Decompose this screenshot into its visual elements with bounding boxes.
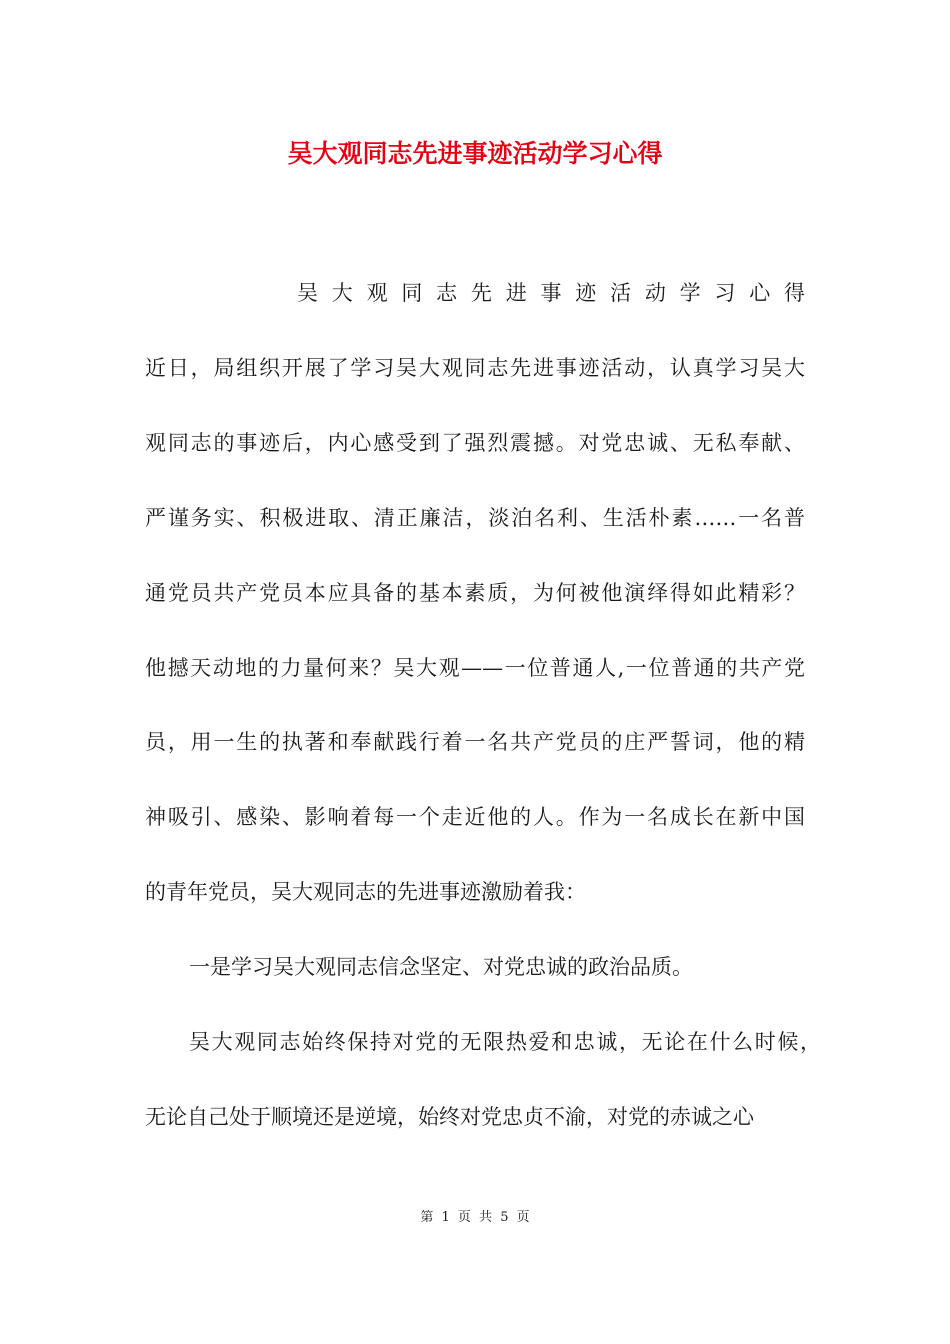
body-line: 观同志的事迹后，内心感受到了强烈震撼。对党忠诚、无私奉献、 bbox=[145, 431, 805, 455]
body-line: 通党员共产党员本应具备的基本素质，为何被他演绎得如此精彩？ bbox=[145, 581, 805, 605]
body-line: 神吸引、感染、影响着每一个走近他的人。作为一名成长在新中国 bbox=[145, 805, 805, 829]
body-line: 他撼天动地的力量何来？吴大观——一位普通人,一位普通的共产党 bbox=[145, 656, 805, 680]
body-line: 近日，局组织开展了学习吴大观同志先进事迹活动，认真学习吴大 bbox=[145, 356, 805, 380]
page-number-footer: 第 1 页 共 5 页 bbox=[420, 1210, 530, 1225]
body-line: 的青年党员，吴大观同志的先进事迹激励着我： bbox=[145, 880, 586, 904]
section-heading: 一是学习吴大观同志信念坚定、对党忠诚的政治品质。 bbox=[189, 955, 693, 979]
body-line: 吴大观同志始终保持对党的无限热爱和忠诚，无论在什么时候， bbox=[189, 1030, 821, 1054]
body-line: 员，用一生的执著和奉献践行着一名共产党员的庄严誓词，他的精 bbox=[145, 730, 805, 754]
body-line-subtitle: 吴大观同志先进事迹活动学习心得 bbox=[297, 281, 805, 305]
body-line: 无论自己处于顺境还是逆境，始终对党忠贞不渝，对党的赤诚之心 bbox=[145, 1105, 754, 1129]
body-line: 严谨务实、积极进取、清正廉洁，淡泊名利、生活朴素……一名普 bbox=[145, 506, 805, 530]
document-title: 吴大观同志先进事迹活动学习心得 bbox=[287, 139, 663, 168]
